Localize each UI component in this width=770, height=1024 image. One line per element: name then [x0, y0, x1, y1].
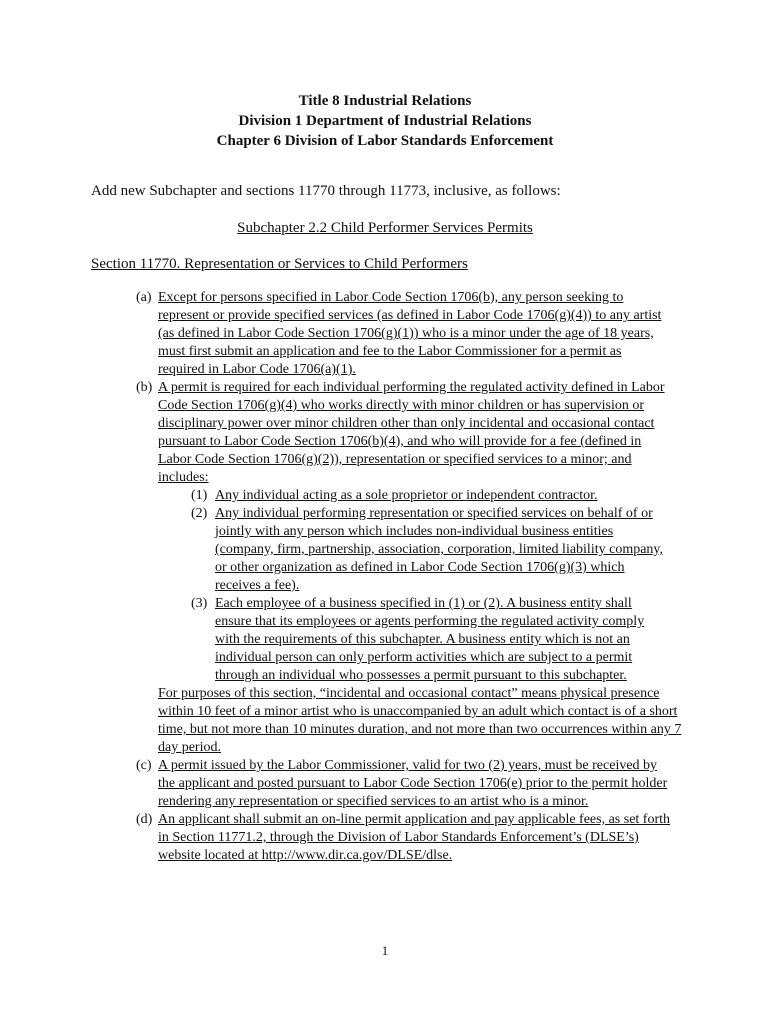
incidental-contact-definition: For purposes of this section, “incidental and occasional contact” means physical presence within 10 feet of a minor artist who is unaccompanied by an adult which contact is of a short time, but not more than 10 minutes duration, and not more than two occurrences within any 7 day period.: [158, 686, 682, 755]
paragraph-text: An applicant shall submit an on-line permit application and pay applicable fees, as set forth in Section 11771.2, through the Division of Labor Standards Enforcement’s (DLSE’s) website located at http://www.dir.ca.gov/DLSE/dlse.: [158, 812, 671, 863]
paragraph-text: A permit issued by the Labor Commissioner, valid for two (2) years, must be received by the applicant and posted pursuant to Labor Code Section 1706(e) prior to the permit holder rendering any representation or specified services to an artist who is a minor.: [158, 758, 668, 809]
paragraph-b: [0, 379, 670, 487]
subitem-label: (2): [191, 506, 208, 521]
subitem-1: [0, 487, 670, 505]
subchapter-title: Subchapter 2.2 Child Performer Services Permits: [237, 220, 533, 236]
subitem-3: [0, 595, 670, 685]
header-division: Division 1 Department of Industrial Relations: [238, 113, 532, 129]
subitem-2: [0, 505, 670, 595]
page-number: 1: [381, 943, 389, 958]
subitem-text: Any individual performing representation or specified services on behalf of or jointly with any person which includes non-individual business entities (company, firm, partnership, association, corporation, limited liability company, or other organization as defined in Labor Code Section 1706(g)(3) which receives a fee).: [215, 506, 664, 593]
header-chapter: Chapter 6 Division of Labor Standards Enforcement: [216, 133, 554, 149]
header-title: Title 8 Industrial Relations: [298, 93, 472, 109]
paragraph-label: (b): [136, 380, 153, 395]
paragraph-label: (c): [136, 758, 152, 773]
paragraph-text: Except for persons specified in Labor Code Section 1706(b), any person seeking to represent or provide specified services (as defined in Labor Code 1706(g)(4)) to any artist (as defined in Labor Code Section 1706(g)(1)) who is a minor under the age of 18 years, must first submit an application and fee to the Labor Commissioner for a permit as required in Labor Code 1706(a)(1).: [158, 290, 662, 377]
intro-text: Add new Subchapter and sections 11770 through 11773, inclusive, as follows:: [91, 183, 561, 199]
subitem-text: Each employee of a business specified in (1) or (2). A business entity shall ensure that its employees or agents performing the regulated activity comply with the requirements of this subchapter. A business entity which is not an individual person can only perform activities which are subject to a permit through an individual who possesses a permit pursuant to this subchapter.: [215, 596, 645, 683]
document-header: [0, 91, 770, 151]
section-title: Section 11770. Representation or Services to Child Performers: [91, 256, 468, 272]
paragraph-d: [0, 811, 670, 865]
subitem-label: (3): [191, 596, 208, 611]
paragraph-c: [0, 757, 670, 811]
section-body: [0, 289, 770, 865]
paragraph-label: (a): [136, 290, 152, 305]
paragraph-label: (d): [136, 812, 153, 827]
paragraph-a: [0, 289, 670, 379]
subitem-label: (1): [191, 488, 208, 503]
paragraph-text: A permit is required for each individual performing the regulated activity defined in Labor Code Section 1706(g)(4) who works directly with minor children or has supervision or disciplinary power over minor children other than only incidental and occasional contact pursuant to Labor Code Section 1706(b)(4), and who will provide for a fee (defined in Labor Code Section 1706(g)(2)), representation or specified services to a minor; and includes:: [158, 380, 665, 485]
subitem-text: Any individual acting as a sole proprietor or independent contractor.: [215, 488, 598, 503]
